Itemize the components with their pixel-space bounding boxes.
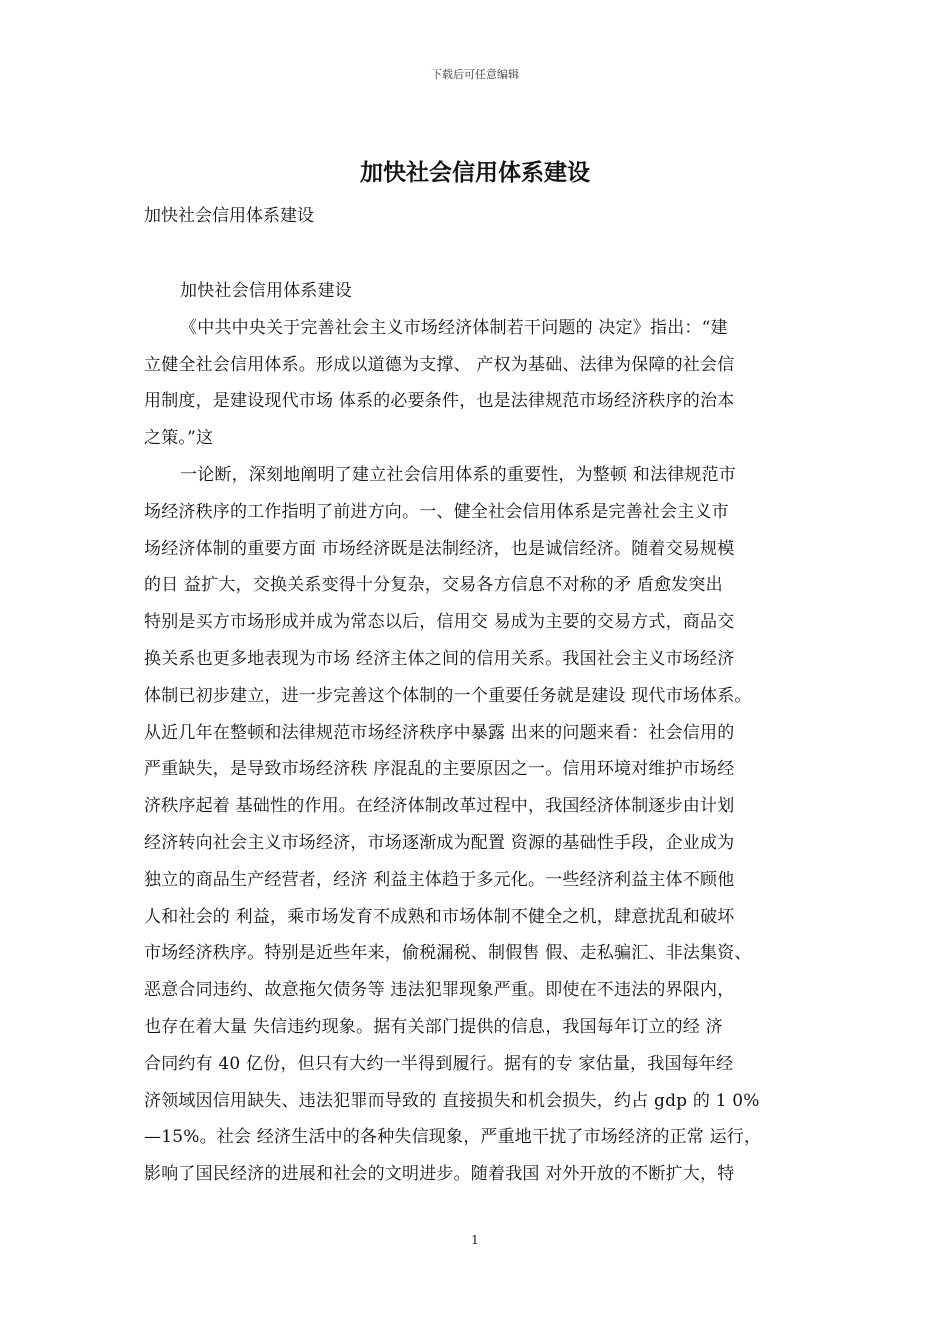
body-line: 加快社会信用体系建设 (180, 281, 352, 301)
document-title: 加快社会信用体系建设 (360, 159, 590, 186)
page-number: 1 (471, 1233, 479, 1247)
body-line: 一论断，深刻地阐明了建立社会信用体系的重要性，为整顿 和法律规范市 (180, 464, 737, 485)
body-line: 济领域因信用缺失、违法犯罪而导致的 直接损失和机会损失，约占 gdp 的 1 0% (144, 1090, 760, 1111)
body-line: 济秩序起着 基础性的作用。在经济体制改革过程中，我国经济体制逐步由计划 (144, 796, 735, 817)
body-line: 之策。”这 (144, 428, 214, 449)
body-line: 市场经济秩序。特别是近些年来，偷税漏税、制假售 假、走私骗汇、非法集资、 (144, 943, 752, 964)
body-line: 人和社会的 利益，乘市场发育不成熟和市场体制不健全之机，肆意扰乱和破坏 (144, 906, 735, 927)
body-line: 从近几年在整顿和法律规范市场经济秩序中暴露 出来的问题来看：社会信用的 (144, 722, 735, 743)
body-line: 经济转向社会主义市场经济，市场逐渐成为配置 资源的基础性手段，企业成为 (144, 832, 735, 853)
body-line: 影响了国民经济的进展和社会的文明进步。随着我国 对外开放的不断扩大，特 (144, 1164, 735, 1185)
body-line: 特别是买方市场形成并成为常态以后，信用交 易成为主要的交易方式，商品交 (144, 612, 735, 633)
body-line: 严重缺失，是导致市场经济秩 序混乱的主要原因之一。信用环境对维护市场经 (144, 759, 735, 780)
body-line: 立健全社会信用体系。形成以道德为支撑、 产权为基础、法律为保障的社会信 (144, 354, 735, 375)
body-line: 合同约有 40 亿份，但只有大约一半得到履行。据有的专 家估量，我国每年经 (144, 1053, 734, 1074)
body-line: 体制已初步建立，进一步完善这个体制的一个重要任务就是建设 现代市场体系。 (144, 685, 752, 706)
body-line: 场经济体制的重要方面 市场经济既是法制经济，也是诚信经济。随着交易规模 (144, 538, 735, 559)
page-header-note: 下载后可任意编辑 (431, 68, 519, 81)
body-line: —15%。社会 经济生活中的各种失信现象，严重地干扰了市场经济的正常 运行， (144, 1127, 762, 1148)
body-line: 《中共中央关于完善社会主义市场经济体制若干问题的 决定》指出：“建 (180, 317, 728, 338)
body-line: 恶意合同违约、故意拖欠债务等 违法犯罪现象严重。即使在不违法的界限内， (144, 980, 735, 1001)
document-body (144, 273, 834, 1193)
body-line: 换关系也更多地表现为市场 经济主体之间的信用关系。我国社会主义市场经济 (144, 648, 735, 669)
body-line: 的日 益扩大，交换关系变得十分复杂，交易各方信息不对称的矛 盾愈发突出 (144, 575, 723, 596)
body-line: 独立的商品生产经营者，经济 利益主体趋于多元化。一些经济利益主体不顾他 (144, 869, 735, 890)
document-subtitle: 加快社会信用体系建设 (144, 206, 314, 226)
body-line: 场经济秩序的工作指明了前进方向。一、健全社会信用体系是完善社会主义市 (144, 501, 729, 522)
body-line: 用制度，是建设现代市场 体系的必要条件，也是法律规范市场经济秩序的治本 (144, 391, 735, 412)
body-line: 也存在着大量 失信违约现象。据有关部门提供的信息，我国每年订立的经 济 (144, 1016, 723, 1037)
